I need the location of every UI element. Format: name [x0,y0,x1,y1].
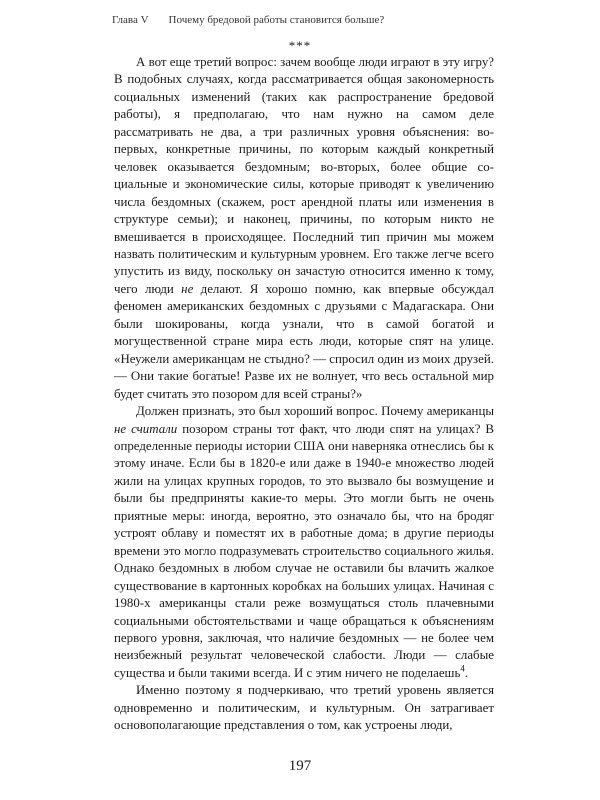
paragraph-2 [114,403,494,682]
paragraph-3 [114,682,494,734]
text-segment: А вот еще третий вопрос: зачем вообще люди играют в эту игру? В подобных случаях, когда рассматривается общая закономерность социальных изменений (таких как распространение бредовой работы), я предполагаю, что нам нужно на самом деле рассматривать не два, а три различных уровня объяснения: во-первых, конкретные причины, по которым каждый конкретный человек оказывается бездомным; во-вторых, более общие социальные и экономические силы, которые приводят к увеличению числа бездомных (скажем, рост арендной платы или изменения в структуре семьи); и наконец, причины, по которым никто не вмешивается в происходящее. Последний тип причин мы можем назвать политическим и культурным уровнем. Его также легче всего упустить из виду, поскольку он зачастую относится именно к тому, чего люди [114,55,494,296]
italic-emphasis: не [181,281,194,296]
text-segment: . [464,665,469,680]
body-text [114,54,494,735]
chapter-label: Глава V [112,14,149,26]
paragraph-1 [114,54,494,403]
text-segment: позором страны тот факт, что люди спят на улицах? В определенные периоды истории США они наверняка отнеслись бы к этому иначе. Если бы в 1820-е или даже в 1940-е множество людей жили на улицах крупных городов, то это вызвало бы возмущение и были бы предприняты какие-то меры. Это могли быть не очень приятные меры: иногда, вероятно, это означало бы, что на бродяг устроят облаву и поместят их в работные дома; в другие периоды времени это могло подразумевать строительство социального жилья. Однако бездомных в любом случае не оставили бы влачить жалкое существование в картонных коробках на больших улицах. Начиная с 1980-х американцы стали реже возмущаться столь плачевными социальными обстоятельствами и чаще обращаться к объяснениям первого уровня, заключая, что наличие бездомных — не более чем неизбежный результат человеческой слабости. Люди — слабые существа и были такими всегда. И с этим ничего не поделаешь [114,421,494,680]
text-segment: Именно поэтому я подчеркиваю, что третий уровень является одновременно и политическим, и культурным. Он затрагивает основополагающие представления о том, как устроены люди, [114,683,494,733]
page-number: 197 [288,758,312,774]
running-head [112,14,384,26]
italic-emphasis: не считали [114,421,178,436]
text-segment: делают. Я хорошо помню, как впервые обсуждал феномен американских бездомных с друзьями с Мадагаскара. Они были шокированы, когда узнали, что в самой богатой и могущественной стране мира есть люди, которые спят на улице. «Неужели американцам не стыдно? — спросил один из моих друзей. — Они такие богатые! Разве их не волнует, что весь остальной мир будет считать это позором для всей страны?» [114,281,494,401]
text-segment: Должен признать, это был хороший вопрос. Почему американцы [136,404,494,419]
chapter-title: Почему бредовой работы становится больше? [168,14,385,26]
section-divider: *** [288,38,312,53]
footnote-marker[interactable]: 4 [460,663,465,674]
